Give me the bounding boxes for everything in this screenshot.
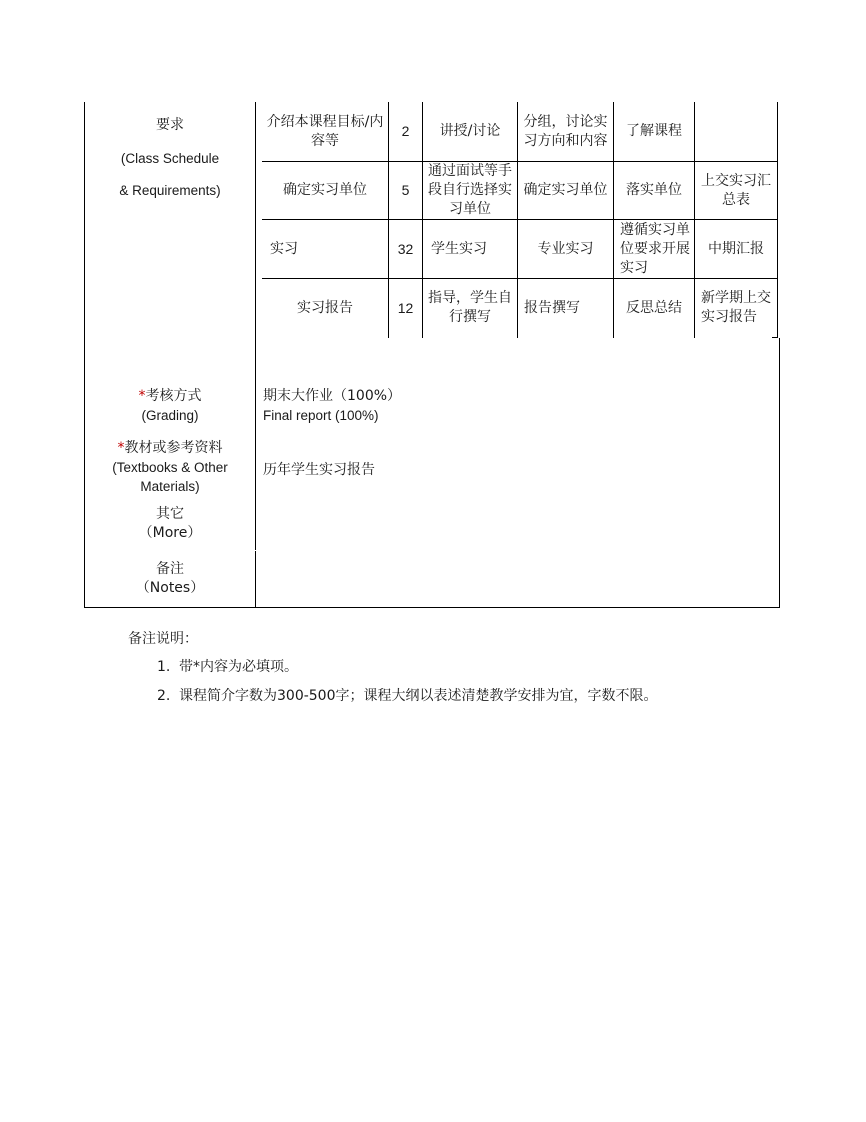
more-label-zh: 其它 <box>156 506 184 522</box>
label-column-divider <box>255 102 256 550</box>
grading-label <box>85 387 255 425</box>
textbooks-label-en2: Materials) <box>140 479 200 494</box>
more-label <box>85 505 255 543</box>
table-right-border <box>779 338 780 608</box>
required-asterisk: * <box>117 440 125 456</box>
table-cell-hours: 12 <box>397 299 414 316</box>
notes-label <box>85 560 255 598</box>
required-asterisk: * <box>138 388 146 404</box>
table-cell-goal: 了解课程 <box>626 123 682 139</box>
table-cell-assignment: 中期汇报 <box>708 240 764 257</box>
table-cell-content: 实习报告 <box>297 299 353 316</box>
notes-label-zh: 备注 <box>156 561 184 577</box>
table-cell-content: 确定实习单位 <box>283 182 367 198</box>
table-cell-hours: 5 <box>401 182 410 198</box>
grading-content-en: Final report (100%) <box>263 408 379 423</box>
table-cell-activity: 专业实习 <box>537 240 594 257</box>
footnote-item <box>157 687 658 706</box>
table-cell-method: 学生实习 <box>431 240 487 257</box>
footnote-item <box>157 658 298 677</box>
footnote-text: 带*内容为必填项。 <box>179 659 298 675</box>
table-cell-activity: 确定实习单位 <box>523 182 608 198</box>
table-cell-assignment: 上交实习汇总表 <box>701 172 771 208</box>
schedule-right-border <box>777 102 778 338</box>
grading-label-en: (Grading) <box>141 408 199 423</box>
table-cell-assignment: 新学期上交实习报告 <box>701 290 771 325</box>
table-cell-goal: 落实单位 <box>626 182 682 198</box>
table-cell-hours: 2 <box>401 123 410 139</box>
footnote-num: 2. <box>157 688 171 704</box>
schedule-label-en2: & Requirements) <box>119 183 221 198</box>
notes-label-en: （Notes） <box>135 580 205 596</box>
table-cell-assignment <box>695 102 777 161</box>
label-column-divider-notes <box>255 551 256 608</box>
table-cell-goal: 反思总结 <box>626 299 682 316</box>
more-label-en: （More） <box>138 525 202 541</box>
table-cell-content: 实习 <box>270 240 298 257</box>
schedule-label <box>85 116 255 200</box>
table-cell-method: 讲授/讨论 <box>439 123 501 139</box>
footnote-text: 课程简介字数为300-500字；课程大纲以表述清楚教学安排为宜，字数不限。 <box>179 688 658 704</box>
table-cell-method: 通过面试等手段自行选择实习单位 <box>428 163 512 217</box>
table-cell-method: 指导，学生自行撰写 <box>428 290 512 325</box>
table-cell-hours: 32 <box>397 240 414 257</box>
table-cell-content: 介绍本课程目标/内容等 <box>266 113 384 149</box>
table-cell-goal: 遵循实习单位要求开展实习 <box>620 221 690 276</box>
textbooks-content: 历年学生实习报告 <box>263 462 375 478</box>
schedule-label-en1: (Class Schedule <box>120 151 220 166</box>
table-bottom-border <box>84 607 780 608</box>
schedule-label-zh: 要求 <box>156 117 184 133</box>
textbooks-label-en1: (Textbooks & Other <box>112 460 228 475</box>
footnote-num: 1. <box>157 659 171 675</box>
table-cell-activity: 分组，讨论实习方向和内容 <box>523 113 608 149</box>
textbooks-label <box>85 439 255 496</box>
textbooks-label-zh: 教材或参考资料 <box>124 440 223 456</box>
grading-content-zh: 期末大作业（100%） <box>263 388 402 404</box>
grading-content <box>263 387 401 425</box>
grading-label-zh: 考核方式 <box>145 388 202 404</box>
table-cell-activity: 报告撰写 <box>524 299 580 316</box>
footnote-title: 备注说明： <box>128 631 198 647</box>
